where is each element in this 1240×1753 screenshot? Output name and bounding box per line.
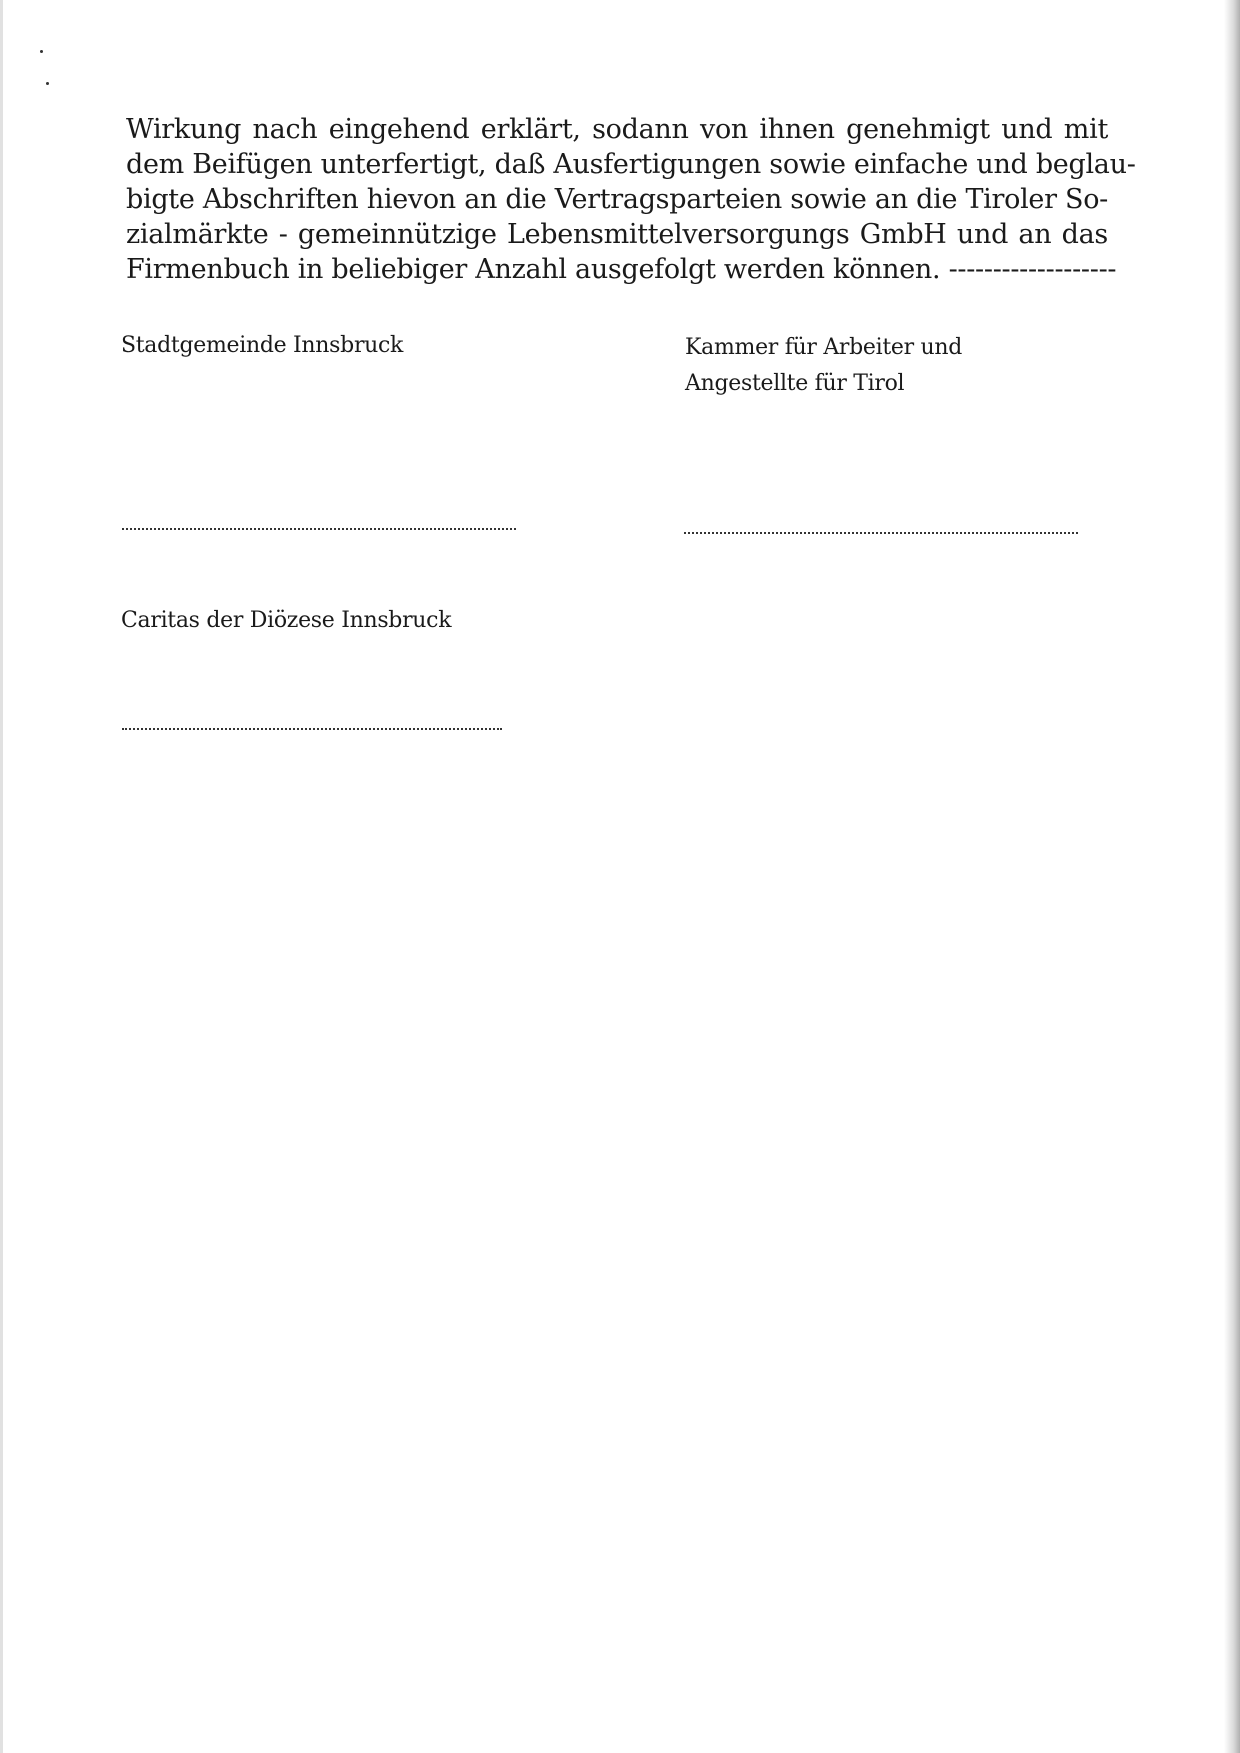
paragraph-line: Wirkung nach eingehend erklärt, sodann von ihnen genehmigt und mit xyxy=(126,114,1108,145)
closing-paragraph xyxy=(126,112,1136,287)
party-label-city: Stadtgemeinde Innsbruck xyxy=(121,333,404,358)
paragraph-line: bigte Abschriften hievon an die Vertragsparteien sowie an die Tiroler So- xyxy=(126,184,1108,215)
party-label-chamber-line2: Angestellte für Tirol xyxy=(685,371,905,396)
scan-edge-shadow-left xyxy=(0,0,3,1753)
signature-line-caritas xyxy=(122,728,502,730)
party-label-caritas: Caritas der Diözese Innsbruck xyxy=(121,608,452,633)
paragraph-line: Firmenbuch in beliebiger Anzahl ausgefolgt werden können. ------------------- xyxy=(126,254,1117,285)
signature-line-city xyxy=(122,528,516,530)
scan-speck xyxy=(46,82,49,85)
paragraph-line: dem Beifügen unterfertigt, daß Ausfertigungen sowie einfache und beglau- xyxy=(126,149,1136,180)
party-label-chamber-line1: Kammer für Arbeiter und xyxy=(685,335,963,360)
scan-edge-shadow xyxy=(1224,0,1240,1753)
scan-speck xyxy=(40,50,43,53)
signature-line-chamber xyxy=(684,532,1078,534)
paragraph-line: zialmärkte - gemeinnützige Lebensmittelversorgungs GmbH und an das xyxy=(126,219,1108,250)
